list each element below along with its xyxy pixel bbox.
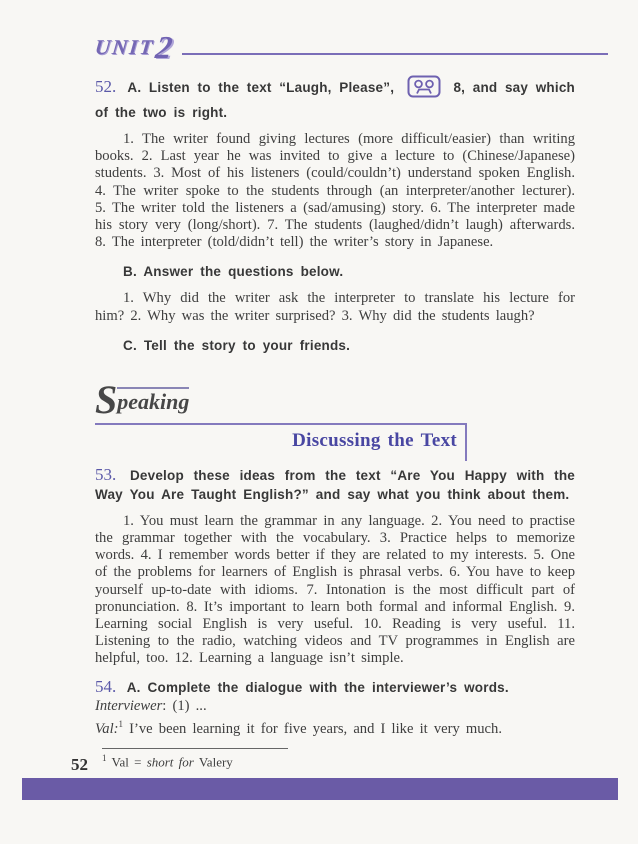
dialogue-line-interviewer [95,697,575,715]
exercise-53-items: 1. You must learn the grammar in any language. 2. You need to practise the grammar together with the vocabulary. 3. Practice helps to memorize words. 4. I remember words better if they are related to my interests. 5. One of the problems for learners of English is phrasal verbs. 6. You have to keep yourself up-to-date with idioms. 7. Intonation is the most difficult part of pronunciation. 8. It’s important to learn both formal and informal English. 9. Learning social English is very useful. 10. Reading is very useful. 11. Listening to the radio, watching videos and TV programmes in English are helpful, too. 12. Learning a language isn’t simple. [95,512,575,667]
footnote-marker: 1 [102,752,107,763]
exercise-52-instruction-post: 8, and say which of the two is right. [95,80,575,120]
speaking-rest: peaking [117,388,190,414]
exercise-53-instruction: Develop these ideas from the text “Are You Happy with the Way You Are Taught English?” and say what you think about them. [95,467,576,502]
discussing-band-title: Discussing the Text [292,429,457,451]
cassette-tape-icon [407,75,441,103]
exercise-52-items: 1. The writer found giving lectures (more difficult/easier) than writing books. 2. Last year he was invited to give a lecture to (Chinese/Japanese) students. 3. Most of his listeners (could/couldn’t) understand spoken English. 4. The writer spoke to the students through (an interpreter/another lecturer). 5. The writer told the listeners a (sad/amusing) story. 6. The interpreter made his story very (long/short). 7. The students (laughed/didn’t laugh) afterwards. 8. The interpreter (told/didn’t tell) the writer’s story in Japanese. [95,131,575,251]
footnote-italic: short for [146,753,194,769]
dialogue-text: I’ve been learning it for five years, and I like it very much. [123,720,502,737]
exercise-53-heading [95,465,575,504]
exercise-number: 52. [95,77,117,96]
speaking-initial: S [95,376,118,422]
bottom-decorative-bar [22,778,618,800]
discussing-band-vertical-rule [465,425,467,461]
dialogue-text: : (1) ... [162,697,207,714]
unit-header-rule [182,53,608,55]
dialogue-line-val [95,715,575,738]
speaking-section-heading [95,376,575,422]
exercise-number: 54. [95,676,117,696]
unit-label: UNIT [93,35,156,59]
exercise-number: 53. [95,464,117,484]
footnote-pre: Val = [106,753,147,769]
exercise-52c-heading: C. Tell the story to your friends. [123,337,351,353]
footnote-rule [102,748,288,749]
footnote-reference: 1 [118,718,124,729]
exercise-52-heading [95,75,575,122]
footnote-post: Valery [193,753,233,769]
exercise-54-heading [95,677,575,697]
speaker-name: Interviewer [95,697,163,714]
unit-number: 2 [153,29,175,65]
page-footer [71,748,575,775]
footnote-text [102,753,288,770]
exercise-54-instruction: A. Complete the dialogue with the interviewer’s words. [126,679,509,695]
exercise-52-instruction-pre: A. Listen to the text “Laugh, Please”, [127,80,395,95]
footnote [102,748,288,770]
exercise-52b-items: 1. Why did the writer ask the interpreter to translate his lecture for him? 2. Why was the writer surprised? 3. Why did the students laugh? [95,290,575,324]
speaker-name: Val: [95,720,119,737]
page-number: 52 [71,754,88,774]
exercise-52b-heading: B. Answer the questions below. [123,264,344,280]
unit-header [93,26,608,65]
discussing-band [95,423,467,452]
